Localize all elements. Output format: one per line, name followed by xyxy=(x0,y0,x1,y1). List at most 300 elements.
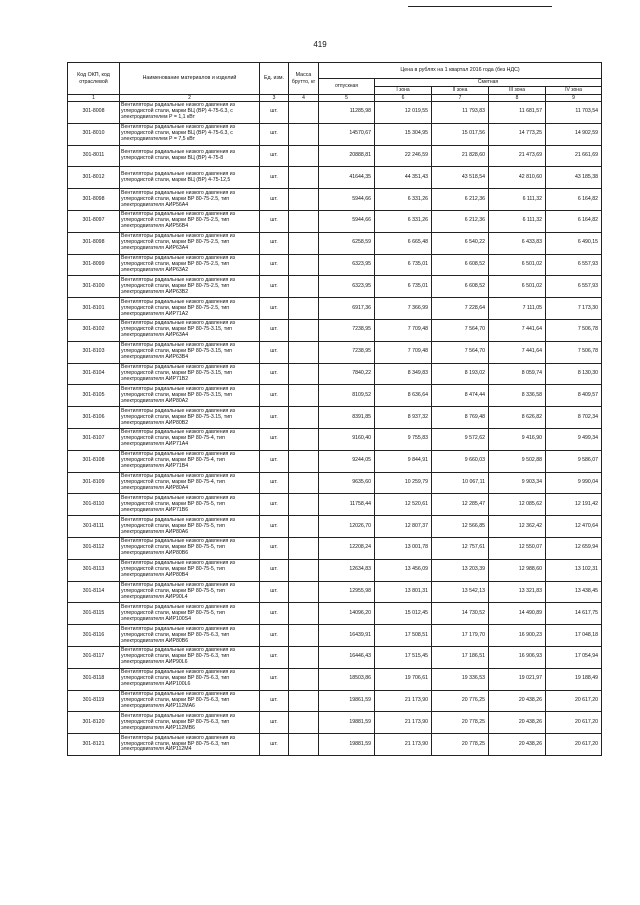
cell-code: 301-8010 xyxy=(68,123,120,145)
cell-code: 301-8112 xyxy=(68,537,120,559)
cell-otpusk-price: 6917,36 xyxy=(319,298,375,320)
cell-mass xyxy=(289,450,319,472)
cell-name: Вентиляторы радиальные низкого давления из углеродистой стали, марки ВР 80-75-2.5, тип электродвигателя АИР63А4 xyxy=(120,232,260,254)
cell-mass xyxy=(289,734,319,756)
cell-mass xyxy=(289,145,319,167)
header-otpusk: отпускная xyxy=(319,79,375,95)
cell-mass xyxy=(289,232,319,254)
cell-unit: шт. xyxy=(260,167,289,189)
cell-otpusk-price: 6258,59 xyxy=(319,232,375,254)
cell-mass xyxy=(289,189,319,211)
table-row xyxy=(68,646,602,668)
cell-zone-1-price: 21 173,90 xyxy=(375,712,432,734)
cell-zone-3-price: 20 438,26 xyxy=(489,690,546,712)
table-row xyxy=(68,407,602,429)
cell-code: 301-8100 xyxy=(68,276,120,298)
cell-unit: шт. xyxy=(260,189,289,211)
cell-zone-1-price: 9 755,83 xyxy=(375,428,432,450)
cell-zone-4-price: 8 409,57 xyxy=(546,385,602,407)
cell-zone-2-price: 12 566,85 xyxy=(432,516,489,538)
cell-mass xyxy=(289,167,319,189)
header-zone-4: IV зона xyxy=(546,87,602,95)
cell-zone-2-price: 17 179,70 xyxy=(432,625,489,647)
table-row xyxy=(68,559,602,581)
cell-name: Вентиляторы радиальные низкого давления из углеродистой стали, марки ВР 80-75-2.5, тип электродвигателя АИР56А4 xyxy=(120,189,260,211)
cell-name: Вентиляторы радиальные низкого давления из углеродистой стали, марки ВР 80-75-3.15, тип электродвигателя АИР63В4 xyxy=(120,341,260,363)
cell-unit: шт. xyxy=(260,450,289,472)
cell-otpusk-price: 5944,66 xyxy=(319,210,375,232)
cell-code: 301-8098 xyxy=(68,232,120,254)
cell-code: 301-8119 xyxy=(68,690,120,712)
cell-mass xyxy=(289,625,319,647)
col-number: 5 xyxy=(319,95,375,102)
cell-otpusk-price: 8391,85 xyxy=(319,407,375,429)
cell-unit: шт. xyxy=(260,276,289,298)
cell-name: Вентиляторы радиальные низкого давления из углеродистой стали, марки ВР 80-75-6.3, тип электродвигателя АИР112МВ6 xyxy=(120,712,260,734)
cell-otpusk-price: 14096,20 xyxy=(319,603,375,625)
cell-otpusk-price: 41644,35 xyxy=(319,167,375,189)
cell-name: Вентиляторы радиальные низкого давления из углеродистой стали, марки ВР 80-75-5, тип электродвигателя АИР90L4 xyxy=(120,581,260,603)
cell-mass xyxy=(289,646,319,668)
header-code: Код ОКП, код отраслевой xyxy=(68,63,120,95)
cell-zone-4-price: 6 164,82 xyxy=(546,189,602,211)
cell-unit: шт. xyxy=(260,537,289,559)
cell-code: 301-8102 xyxy=(68,319,120,341)
cell-zone-3-price: 14 773,25 xyxy=(489,123,546,145)
cell-zone-2-price: 15 017,56 xyxy=(432,123,489,145)
cell-name: Вентиляторы радиальные низкого давления из углеродистой стали, марки ВР 80-75-2.5, тип электродвигателя АИР71А2 xyxy=(120,298,260,320)
cell-mass xyxy=(289,494,319,516)
header-price: Цена в рублях на 1 квартал 2016 года (без НДС) xyxy=(319,63,602,79)
cell-zone-1-price: 13 001,78 xyxy=(375,537,432,559)
cell-zone-3-price: 16 900,23 xyxy=(489,625,546,647)
cell-zone-3-price: 12 362,42 xyxy=(489,516,546,538)
col-number: 6 xyxy=(375,95,432,102)
table-row xyxy=(68,123,602,145)
cell-name: Вентиляторы радиальные низкого давления из углеродистой стали, марки ВЦ (ВР) 4-75-6.3, с электродвигателем Р = 7,5 кВт xyxy=(120,123,260,145)
cell-zone-4-price: 7 173,30 xyxy=(546,298,602,320)
cell-mass xyxy=(289,123,319,145)
cell-zone-3-price: 6 111,32 xyxy=(489,189,546,211)
cell-zone-1-price: 8 937,32 xyxy=(375,407,432,429)
cell-code: 301-8116 xyxy=(68,625,120,647)
cell-zone-4-price: 12 659,94 xyxy=(546,537,602,559)
table-row xyxy=(68,145,602,167)
cell-otpusk-price: 11758,44 xyxy=(319,494,375,516)
cell-zone-1-price: 6 331,26 xyxy=(375,189,432,211)
cell-otpusk-price: 16446,43 xyxy=(319,646,375,668)
cell-zone-1-price: 13 456,09 xyxy=(375,559,432,581)
cell-zone-3-price: 6 111,32 xyxy=(489,210,546,232)
cell-zone-3-price: 9 903,34 xyxy=(489,472,546,494)
cell-zone-4-price: 13 102,31 xyxy=(546,559,602,581)
cell-unit: шт. xyxy=(260,319,289,341)
cell-unit: шт. xyxy=(260,210,289,232)
cell-zone-1-price: 13 801,31 xyxy=(375,581,432,603)
cell-zone-4-price: 6 557,93 xyxy=(546,276,602,298)
table-body xyxy=(68,102,602,756)
cell-mass xyxy=(289,298,319,320)
cell-unit: шт. xyxy=(260,298,289,320)
cell-unit: шт. xyxy=(260,341,289,363)
cell-zone-3-price: 7 441,64 xyxy=(489,319,546,341)
cell-otpusk-price: 19881,59 xyxy=(319,712,375,734)
cell-mass xyxy=(289,407,319,429)
cell-zone-2-price: 12 285,47 xyxy=(432,494,489,516)
cell-mass xyxy=(289,559,319,581)
cell-name: Вентиляторы радиальные низкого давления из углеродистой стали, марки ВР 80-75-4, тип электродвигателя АИР80А4 xyxy=(120,472,260,494)
table-row xyxy=(68,712,602,734)
cell-zone-2-price: 13 542,13 xyxy=(432,581,489,603)
cell-otpusk-price: 20888,81 xyxy=(319,145,375,167)
table-row xyxy=(68,167,602,189)
price-table xyxy=(67,62,602,756)
top-rule xyxy=(408,6,552,7)
cell-code: 301-8111 xyxy=(68,516,120,538)
cell-zone-1-price: 7 709,48 xyxy=(375,319,432,341)
table-row xyxy=(68,319,602,341)
cell-code: 301-8113 xyxy=(68,559,120,581)
cell-code: 301-8011 xyxy=(68,145,120,167)
cell-name: Вентиляторы радиальные низкого давления из углеродистой стали, марки ВР 80-75-6.3, тип электродвигателя АИР90L6 xyxy=(120,646,260,668)
table-row xyxy=(68,428,602,450)
cell-zone-3-price: 9 502,88 xyxy=(489,450,546,472)
cell-otpusk-price: 18503,86 xyxy=(319,668,375,690)
cell-zone-2-price: 9 660,03 xyxy=(432,450,489,472)
cell-mass xyxy=(289,363,319,385)
cell-zone-1-price: 6 665,48 xyxy=(375,232,432,254)
cell-unit: шт. xyxy=(260,646,289,668)
cell-code: 301-8104 xyxy=(68,363,120,385)
cell-unit: шт. xyxy=(260,559,289,581)
cell-name: Вентиляторы радиальные низкого давления из углеродистой стали, марки ВР 80-75-4, тип электродвигателя АИР71А4 xyxy=(120,428,260,450)
cell-zone-2-price: 8 474,44 xyxy=(432,385,489,407)
cell-name: Вентиляторы радиальные низкого давления из углеродистой стали, марки ВР 80-75-3.15, тип электродвигателя АИР71В2 xyxy=(120,363,260,385)
cell-otpusk-price: 8109,52 xyxy=(319,385,375,407)
cell-zone-3-price: 12 085,62 xyxy=(489,494,546,516)
table-row xyxy=(68,363,602,385)
cell-mass xyxy=(289,254,319,276)
cell-zone-4-price: 11 703,54 xyxy=(546,102,602,124)
cell-zone-4-price: 13 438,45 xyxy=(546,581,602,603)
table-row xyxy=(68,668,602,690)
table-row xyxy=(68,298,602,320)
cell-otpusk-price: 11285,98 xyxy=(319,102,375,124)
cell-zone-1-price: 12 807,37 xyxy=(375,516,432,538)
cell-mass xyxy=(289,603,319,625)
cell-zone-4-price: 43 185,38 xyxy=(546,167,602,189)
cell-zone-4-price: 9 499,34 xyxy=(546,428,602,450)
cell-otpusk-price: 19861,59 xyxy=(319,690,375,712)
cell-zone-4-price: 6 557,93 xyxy=(546,254,602,276)
cell-zone-1-price: 7 366,99 xyxy=(375,298,432,320)
cell-zone-1-price: 6 331,26 xyxy=(375,210,432,232)
cell-name: Вентиляторы радиальные низкого давления из углеродистой стали, марки ВР 80-75-3.15, тип электродвигателя АИР80В2 xyxy=(120,407,260,429)
page-number: 419 xyxy=(313,40,327,49)
cell-unit: шт. xyxy=(260,690,289,712)
table-row xyxy=(68,581,602,603)
cell-zone-4-price: 12 191,42 xyxy=(546,494,602,516)
cell-zone-2-price: 9 572,62 xyxy=(432,428,489,450)
cell-unit: шт. xyxy=(260,712,289,734)
cell-zone-2-price: 21 828,60 xyxy=(432,145,489,167)
cell-zone-4-price: 8 702,34 xyxy=(546,407,602,429)
cell-unit: шт. xyxy=(260,494,289,516)
cell-otpusk-price: 14570,67 xyxy=(319,123,375,145)
cell-zone-4-price: 20 617,20 xyxy=(546,734,602,756)
table-row xyxy=(68,494,602,516)
cell-zone-3-price: 8 336,58 xyxy=(489,385,546,407)
cell-zone-3-price: 7 111,05 xyxy=(489,298,546,320)
cell-zone-2-price: 6 540,22 xyxy=(432,232,489,254)
cell-unit: шт. xyxy=(260,668,289,690)
cell-name: Вентиляторы радиальные низкого давления из углеродистой стали, марки ВР 80-75-2.5, тип электродвигателя АИР63В2 xyxy=(120,276,260,298)
header-zone-1: I зона xyxy=(375,87,432,95)
cell-code: 301-8012 xyxy=(68,167,120,189)
cell-zone-1-price: 8 636,64 xyxy=(375,385,432,407)
table-row xyxy=(68,254,602,276)
cell-otpusk-price: 12026,70 xyxy=(319,516,375,538)
cell-otpusk-price: 9160,40 xyxy=(319,428,375,450)
cell-name: Вентиляторы радиальные низкого давления из углеродистой стали, марки ВР 80-75-4, тип электродвигателя АИР71В4 xyxy=(120,450,260,472)
cell-zone-4-price: 7 506,78 xyxy=(546,341,602,363)
col-number: 9 xyxy=(546,95,602,102)
cell-name: Вентиляторы радиальные низкого давления из углеродистой стали, марки ВР 80-75-5, тип электродвигателя АИР71В6 xyxy=(120,494,260,516)
cell-zone-3-price: 8 626,82 xyxy=(489,407,546,429)
cell-code: 301-8115 xyxy=(68,603,120,625)
col-number: 1 xyxy=(68,95,120,102)
table-row xyxy=(68,232,602,254)
cell-zone-1-price: 19 706,61 xyxy=(375,668,432,690)
cell-zone-2-price: 20 778,25 xyxy=(432,734,489,756)
cell-zone-3-price: 6 433,83 xyxy=(489,232,546,254)
cell-mass xyxy=(289,537,319,559)
cell-unit: шт. xyxy=(260,581,289,603)
cell-mass xyxy=(289,341,319,363)
header-zone-2: II зона xyxy=(432,87,489,95)
cell-otpusk-price: 16439,91 xyxy=(319,625,375,647)
cell-name: Вентиляторы радиальные низкого давления из углеродистой стали, марки ВР 80-75-2.5, тип электродвигателя АИР56В4 xyxy=(120,210,260,232)
cell-code: 301-8109 xyxy=(68,472,120,494)
cell-zone-2-price: 11 793,83 xyxy=(432,102,489,124)
cell-name: Вентиляторы радиальные низкого давления из углеродистой стали, марки ВР 80-75-3.15, тип электродвигателя АИР80А2 xyxy=(120,385,260,407)
col-number: 4 xyxy=(289,95,319,102)
cell-unit: шт. xyxy=(260,385,289,407)
cell-zone-1-price: 15 012,45 xyxy=(375,603,432,625)
cell-zone-3-price: 12 988,60 xyxy=(489,559,546,581)
cell-zone-3-price: 19 021,97 xyxy=(489,668,546,690)
header-smetnaya: Сметная xyxy=(375,79,602,87)
cell-zone-2-price: 12 757,61 xyxy=(432,537,489,559)
cell-zone-2-price: 6 212,36 xyxy=(432,210,489,232)
cell-name: Вентиляторы радиальные низкого давления из углеродистой стали, марки ВР 80-75-6.3, тип электродвигателя АИР80В6 xyxy=(120,625,260,647)
cell-unit: шт. xyxy=(260,516,289,538)
cell-mass xyxy=(289,428,319,450)
cell-mass xyxy=(289,210,319,232)
header-mass: Масса брутто, кг xyxy=(289,63,319,95)
cell-zone-1-price: 7 709,48 xyxy=(375,341,432,363)
cell-zone-1-price: 22 246,59 xyxy=(375,145,432,167)
table-row xyxy=(68,341,602,363)
cell-zone-1-price: 6 735,01 xyxy=(375,276,432,298)
cell-name: Вентиляторы радиальные низкого давления из углеродистой стали, марки ВР 80-75-2.5, тип электродвигателя АИР63А2 xyxy=(120,254,260,276)
cell-zone-1-price: 17 515,45 xyxy=(375,646,432,668)
cell-name: Вентиляторы радиальные низкого давления из углеродистой стали, марки ВР 80-75-6.3, тип электродвигателя АИР100L6 xyxy=(120,668,260,690)
col-number: 2 xyxy=(120,95,260,102)
cell-code: 301-8103 xyxy=(68,341,120,363)
header-unit: Ед. изм. xyxy=(260,63,289,95)
cell-unit: шт. xyxy=(260,472,289,494)
cell-otpusk-price: 6323,95 xyxy=(319,276,375,298)
cell-zone-2-price: 6 212,36 xyxy=(432,189,489,211)
cell-mass xyxy=(289,276,319,298)
header-zone-3: III зона xyxy=(489,87,546,95)
cell-zone-2-price: 8 769,48 xyxy=(432,407,489,429)
cell-zone-1-price: 6 735,01 xyxy=(375,254,432,276)
cell-code: 301-8008 xyxy=(68,102,120,124)
cell-zone-1-price: 8 349,83 xyxy=(375,363,432,385)
cell-code: 301-8110 xyxy=(68,494,120,516)
cell-zone-4-price: 19 188,49 xyxy=(546,668,602,690)
cell-unit: шт. xyxy=(260,734,289,756)
cell-code: 301-8108 xyxy=(68,450,120,472)
cell-code: 301-8114 xyxy=(68,581,120,603)
table-row xyxy=(68,690,602,712)
cell-otpusk-price: 7840,22 xyxy=(319,363,375,385)
table-row xyxy=(68,603,602,625)
cell-zone-1-price: 12 520,61 xyxy=(375,494,432,516)
cell-name: Вентиляторы радиальные низкого давления из углеродистой стали, марки ВР 80-75-5, тип электродвигателя АИР100S4 xyxy=(120,603,260,625)
cell-zone-4-price: 17 048,18 xyxy=(546,625,602,647)
cell-zone-3-price: 16 906,93 xyxy=(489,646,546,668)
table-row xyxy=(68,385,602,407)
cell-otpusk-price: 7238,95 xyxy=(319,319,375,341)
cell-unit: шт. xyxy=(260,102,289,124)
cell-name: Вентиляторы радиальные низкого давления из углеродистой стали, марки ВЦ (ВР) 4-75-12,5 xyxy=(120,167,260,189)
cell-code: 301-8105 xyxy=(68,385,120,407)
table-row xyxy=(68,276,602,298)
cell-zone-2-price: 7 564,70 xyxy=(432,341,489,363)
cell-zone-3-price: 20 438,26 xyxy=(489,712,546,734)
cell-zone-2-price: 7 564,70 xyxy=(432,319,489,341)
cell-name: Вентиляторы радиальные низкого давления из углеродистой стали, марки ВР 80-75-3.15, тип электродвигателя АИР63А4 xyxy=(120,319,260,341)
cell-zone-2-price: 6 608,52 xyxy=(432,254,489,276)
table-row xyxy=(68,472,602,494)
cell-zone-2-price: 7 228,64 xyxy=(432,298,489,320)
cell-unit: шт. xyxy=(260,145,289,167)
cell-zone-3-price: 6 501,02 xyxy=(489,276,546,298)
cell-code: 301-8101 xyxy=(68,298,120,320)
cell-mass xyxy=(289,690,319,712)
cell-zone-3-price: 9 416,90 xyxy=(489,428,546,450)
table-row xyxy=(68,625,602,647)
cell-zone-2-price: 10 067,11 xyxy=(432,472,489,494)
table-row xyxy=(68,450,602,472)
cell-zone-3-price: 8 059,74 xyxy=(489,363,546,385)
cell-unit: шт. xyxy=(260,603,289,625)
cell-zone-4-price: 21 661,69 xyxy=(546,145,602,167)
cell-code: 301-8117 xyxy=(68,646,120,668)
cell-zone-2-price: 43 518,54 xyxy=(432,167,489,189)
cell-zone-3-price: 7 441,64 xyxy=(489,341,546,363)
cell-zone-1-price: 10 259,79 xyxy=(375,472,432,494)
cell-zone-3-price: 6 501,02 xyxy=(489,254,546,276)
cell-zone-1-price: 21 173,90 xyxy=(375,734,432,756)
col-number: 7 xyxy=(432,95,489,102)
cell-zone-3-price: 12 550,07 xyxy=(489,537,546,559)
col-number: 8 xyxy=(489,95,546,102)
cell-zone-4-price: 9 990,04 xyxy=(546,472,602,494)
cell-zone-4-price: 8 130,30 xyxy=(546,363,602,385)
cell-mass xyxy=(289,472,319,494)
cell-code: 301-8118 xyxy=(68,668,120,690)
cell-name: Вентиляторы радиальные низкого давления из углеродистой стали, марки ВР 80-75-5, тип электродвигателя АИР80В4 xyxy=(120,559,260,581)
cell-otpusk-price: 7238,95 xyxy=(319,341,375,363)
cell-mass xyxy=(289,102,319,124)
cell-zone-2-price: 13 203,39 xyxy=(432,559,489,581)
table-row xyxy=(68,102,602,124)
table-row xyxy=(68,516,602,538)
cell-code: 301-8097 xyxy=(68,210,120,232)
cell-otpusk-price: 12208,24 xyxy=(319,537,375,559)
cell-unit: шт. xyxy=(260,232,289,254)
cell-zone-4-price: 20 617,20 xyxy=(546,690,602,712)
table-row xyxy=(68,734,602,756)
cell-unit: шт. xyxy=(260,254,289,276)
cell-zone-3-price: 14 490,89 xyxy=(489,603,546,625)
cell-otpusk-price: 9244,05 xyxy=(319,450,375,472)
cell-mass xyxy=(289,581,319,603)
cell-zone-3-price: 13 321,83 xyxy=(489,581,546,603)
cell-otpusk-price: 9635,60 xyxy=(319,472,375,494)
cell-zone-1-price: 15 304,95 xyxy=(375,123,432,145)
cell-code: 301-8121 xyxy=(68,734,120,756)
cell-zone-3-price: 42 810,60 xyxy=(489,167,546,189)
cell-name: Вентиляторы радиальные низкого давления из углеродистой стали, марки ВР 80-75-5, тип электродвигателя АИР80А6 xyxy=(120,516,260,538)
cell-zone-1-price: 44 351,43 xyxy=(375,167,432,189)
table-row xyxy=(68,189,602,211)
cell-unit: шт. xyxy=(260,625,289,647)
cell-zone-4-price: 14 902,59 xyxy=(546,123,602,145)
cell-unit: шт. xyxy=(260,363,289,385)
cell-unit: шт. xyxy=(260,123,289,145)
cell-zone-3-price: 21 473,69 xyxy=(489,145,546,167)
cell-zone-4-price: 6 490,15 xyxy=(546,232,602,254)
cell-mass xyxy=(289,516,319,538)
cell-mass xyxy=(289,319,319,341)
cell-zone-2-price: 19 336,53 xyxy=(432,668,489,690)
cell-zone-2-price: 20 776,25 xyxy=(432,690,489,712)
cell-zone-4-price: 7 506,78 xyxy=(546,319,602,341)
cell-zone-4-price: 9 586,07 xyxy=(546,450,602,472)
cell-mass xyxy=(289,712,319,734)
header-name: Наименование материалов и изделий xyxy=(120,63,260,95)
cell-zone-3-price: 20 438,26 xyxy=(489,734,546,756)
cell-name: Вентиляторы радиальные низкого давления из углеродистой стали, марки ВР 80-75-6.3, тип электродвигателя АИР112МА6 xyxy=(120,690,260,712)
cell-code: 301-8107 xyxy=(68,428,120,450)
cell-zone-4-price: 20 617,20 xyxy=(546,712,602,734)
cell-otpusk-price: 19881,59 xyxy=(319,734,375,756)
cell-zone-2-price: 8 193,02 xyxy=(432,363,489,385)
cell-zone-4-price: 12 470,64 xyxy=(546,516,602,538)
cell-zone-2-price: 14 730,52 xyxy=(432,603,489,625)
cell-unit: шт. xyxy=(260,428,289,450)
cell-otpusk-price: 6323,95 xyxy=(319,254,375,276)
cell-zone-3-price: 11 681,57 xyxy=(489,102,546,124)
cell-name: Вентиляторы радиальные низкого давления из углеродистой стали, марки ВР 80-75-5, тип электродвигателя АИР80В6 xyxy=(120,537,260,559)
cell-zone-4-price: 17 054,94 xyxy=(546,646,602,668)
cell-unit: шт. xyxy=(260,407,289,429)
